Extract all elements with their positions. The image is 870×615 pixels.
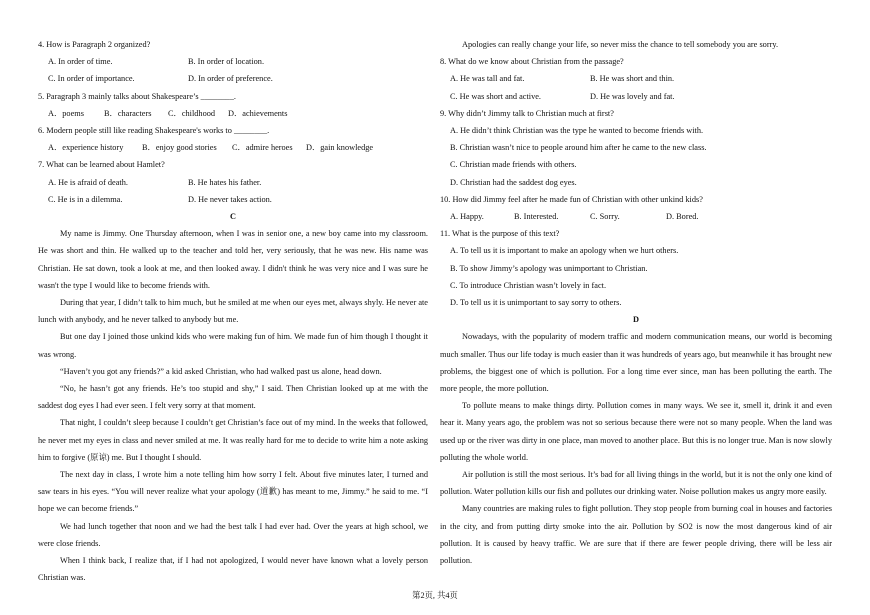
question-8-option-b: B. He was short and thin.: [590, 74, 675, 84]
question-9-stem: 9. Why didn’t Jimmy talk to Christian much at first?: [440, 108, 614, 118]
passage-c-closing-line: Apologies can really change your life, so never miss the chance to tell somebody you are sorry.: [462, 40, 779, 49]
question-8-option-a: A. He was tall and fat.: [450, 74, 525, 84]
question-6-options: [38, 139, 428, 156]
question-5-option-c: C．childhood: [168, 108, 216, 118]
passage-c-paragraph-5: “No, he hasn’t got any friends. He’s too stupid and shy,” I said. Then Christian looked up at me with the saddest dog eyes I had ever seen. I felt very sorry at that moment.: [38, 384, 428, 411]
question-11-option-b: B. To show Jimmy’s apology was unimportant to Christian.: [450, 263, 648, 273]
passage-c-paragraph-2: During that year, I didn’t talk to him much, but he smiled at me when our eyes met, always shyly. He never ate lunch with anybody, and he never talked to anybody but me.: [38, 298, 428, 325]
section-d-heading: D: [633, 315, 639, 325]
question-8-stem: 8. What do we know about Christian from the passage?: [440, 57, 624, 67]
question-8-option-c: C. He was short and active.: [450, 91, 542, 101]
question-6-option-b: B．enjoy good stories: [142, 143, 217, 153]
question-9-option-a: A. He didn’t think Christian was the type he wanted to become friends with.: [450, 126, 704, 136]
question-5-option-d: D．achievements: [228, 108, 288, 118]
question-4-option-a: A. In order of time.: [48, 57, 113, 67]
passage-c-paragraph-1: My name is Jimmy. One Thursday afternoon, when I was in senior one, a new boy came into my classroom. He was short and thin. He walked up to the teacher and told her, very seriously, that he was new. His name was Christian. He sat down, took a look at me, and then looked away. I didn't think he was very nice and I was sure he wasn't the type I would like to become friends with.: [38, 229, 428, 290]
question-6-option-c: C．admire heroes: [232, 143, 293, 153]
question-5-option-b: B．characters: [104, 108, 152, 118]
question-9-option-c: C. Christian made friends with others.: [450, 160, 577, 170]
question-10-option-a: A. Happy.: [450, 212, 484, 222]
passage-c-paragraph-6: That night, I couldn’t sleep because I couldn’t get Christian’s face out of my mind. In the weeks that followed, he never met my eyes in class and never smiled at me. It was really hard for me to decide to write him a note asking him to forgive (原谅) me. But I thought I should.: [38, 418, 428, 462]
question-7-options-row-2: [38, 191, 428, 208]
passage-c-paragraph-4: “Haven’t you got any friends?” a kid asked Christian, who had walked past us alone, head down.: [60, 366, 382, 376]
question-4-stem: 4. How is Paragraph 2 organized?: [38, 40, 151, 49]
passage-c-paragraph-9: When I think back, I realize that, if I had not apologized, I would never have known what a lovely person Christian was.: [38, 556, 428, 583]
question-11-stem: 11. What is the purpose of this text?: [440, 229, 560, 239]
question-9-option-b: B. Christian wasn’t nice to people around him after he came to the new class.: [450, 143, 707, 153]
question-10-option-b: B. Interested.: [514, 212, 559, 222]
question-11-option-c: C. To introduce Christian wasn’t lovely in fact.: [450, 280, 607, 290]
question-10-options: [440, 208, 832, 225]
question-11-option-a: A. To tell us it is important to make an apology when we hurt others.: [450, 246, 679, 256]
question-5-options: [38, 105, 428, 122]
question-7-option-b: B. He hates his father.: [188, 177, 262, 187]
question-4-option-d: D. In order of preference.: [188, 74, 273, 84]
question-10-option-d: D. Bored.: [666, 212, 699, 222]
question-4-option-c: C. In order of importance.: [48, 74, 135, 84]
question-7-stem: 7. What can be learned about Hamlet?: [38, 160, 165, 170]
question-7-option-c: C. He is in a dilemma.: [48, 194, 123, 204]
question-9-option-d: D. Christian had the saddest dog eyes.: [450, 177, 577, 187]
question-11-option-d: D. To tell us it is unimportant to say sorry to others.: [450, 298, 622, 308]
left-column: [38, 36, 428, 587]
section-c-heading: C: [230, 212, 236, 222]
question-4-options-row-1: [38, 53, 428, 70]
passage-d-paragraph-1: Nowadays, with the popularity of modern traffic and modern communication means, our world is becoming much smaller. Thus our life today is much easier than it was hundreds of years ago, but meanwhile it has brought new problems, the biggest one of which is pollution. For a long time ever since, man has been polluting the earth. The more people, the more pollution.: [440, 332, 832, 394]
question-8-options-row-1: [440, 70, 832, 87]
question-6-option-a: A．experience history: [48, 143, 124, 153]
right-column: [440, 36, 832, 569]
passage-d-paragraph-2: To pollute means to make things dirty. Pollution comes in many ways. We see it, smell it, drink it and even hear it. Many years ago, the problem was not so serious because there were not so many people. When the land was used up or the river was dirty in one place, man moved to another place. But this is no longer true. Man is now slowly polluting the whole world.: [440, 401, 832, 462]
question-6-option-d: D．gain knowledge: [306, 143, 374, 153]
question-8-option-d: D. He was lovely and fat.: [590, 91, 675, 101]
question-5-option-a: A．poems: [48, 108, 84, 118]
passage-c-paragraph-8: We had lunch together that noon and we had the best talk I had ever had. Over the years at high school, we were close friends.: [38, 521, 428, 548]
question-6-stem: 6. Modern people still like reading Shakespeare's works to ________.: [38, 126, 270, 136]
question-4-option-b: B. In order of location.: [188, 57, 265, 67]
passage-c-paragraph-3: But one day I joined those unkind kids who were making fun of him. We made fun of him though I thought it was wrong.: [38, 332, 428, 359]
question-10-stem: 10. How did Jimmy feel after he made fun of Christian with other unkind kids?: [440, 194, 703, 204]
question-7-option-a: A. He is afraid of death.: [48, 177, 128, 187]
question-7-option-d: D. He never takes action.: [188, 194, 272, 204]
question-8-options-row-2: [440, 88, 832, 105]
question-7-options-row-1: [38, 174, 428, 191]
passage-c-paragraph-7: The next day in class, I wrote him a note telling him how sorry I felt. About five minutes later, I turned and saw tears in his eyes. “You will never realize what your apology (道歉) has meant to me, Jimmy.” he said to me. “I hope we can become friends.”: [38, 470, 428, 514]
passage-d-paragraph-4: Many countries are making rules to fight pollution. They stop people from burning coal in houses and factories in the city, and from putting dirty smoke into the air. Pollution by SO2 is now the most dangerous kind of air pollution. It is caused by heavy traffic. We are sure that if there are fewer people driving, there will be less air pollution.: [440, 504, 832, 566]
page-number-footer: 第2页, 共4页: [412, 591, 458, 600]
question-10-option-c: C. Sorry.: [590, 212, 620, 222]
question-4-options-row-2: [38, 70, 428, 87]
passage-d-paragraph-3: Air pollution is still the most serious. It’s bad for all living things in the world, but it is not the only one kind of pollution. Water pollution kills our fish and pollutes our drinking water. Noise pollution makes us angry more easily.: [440, 470, 832, 497]
question-5-stem: 5. Paragraph 3 mainly talks about Shakespeare’s ________.: [38, 91, 236, 101]
